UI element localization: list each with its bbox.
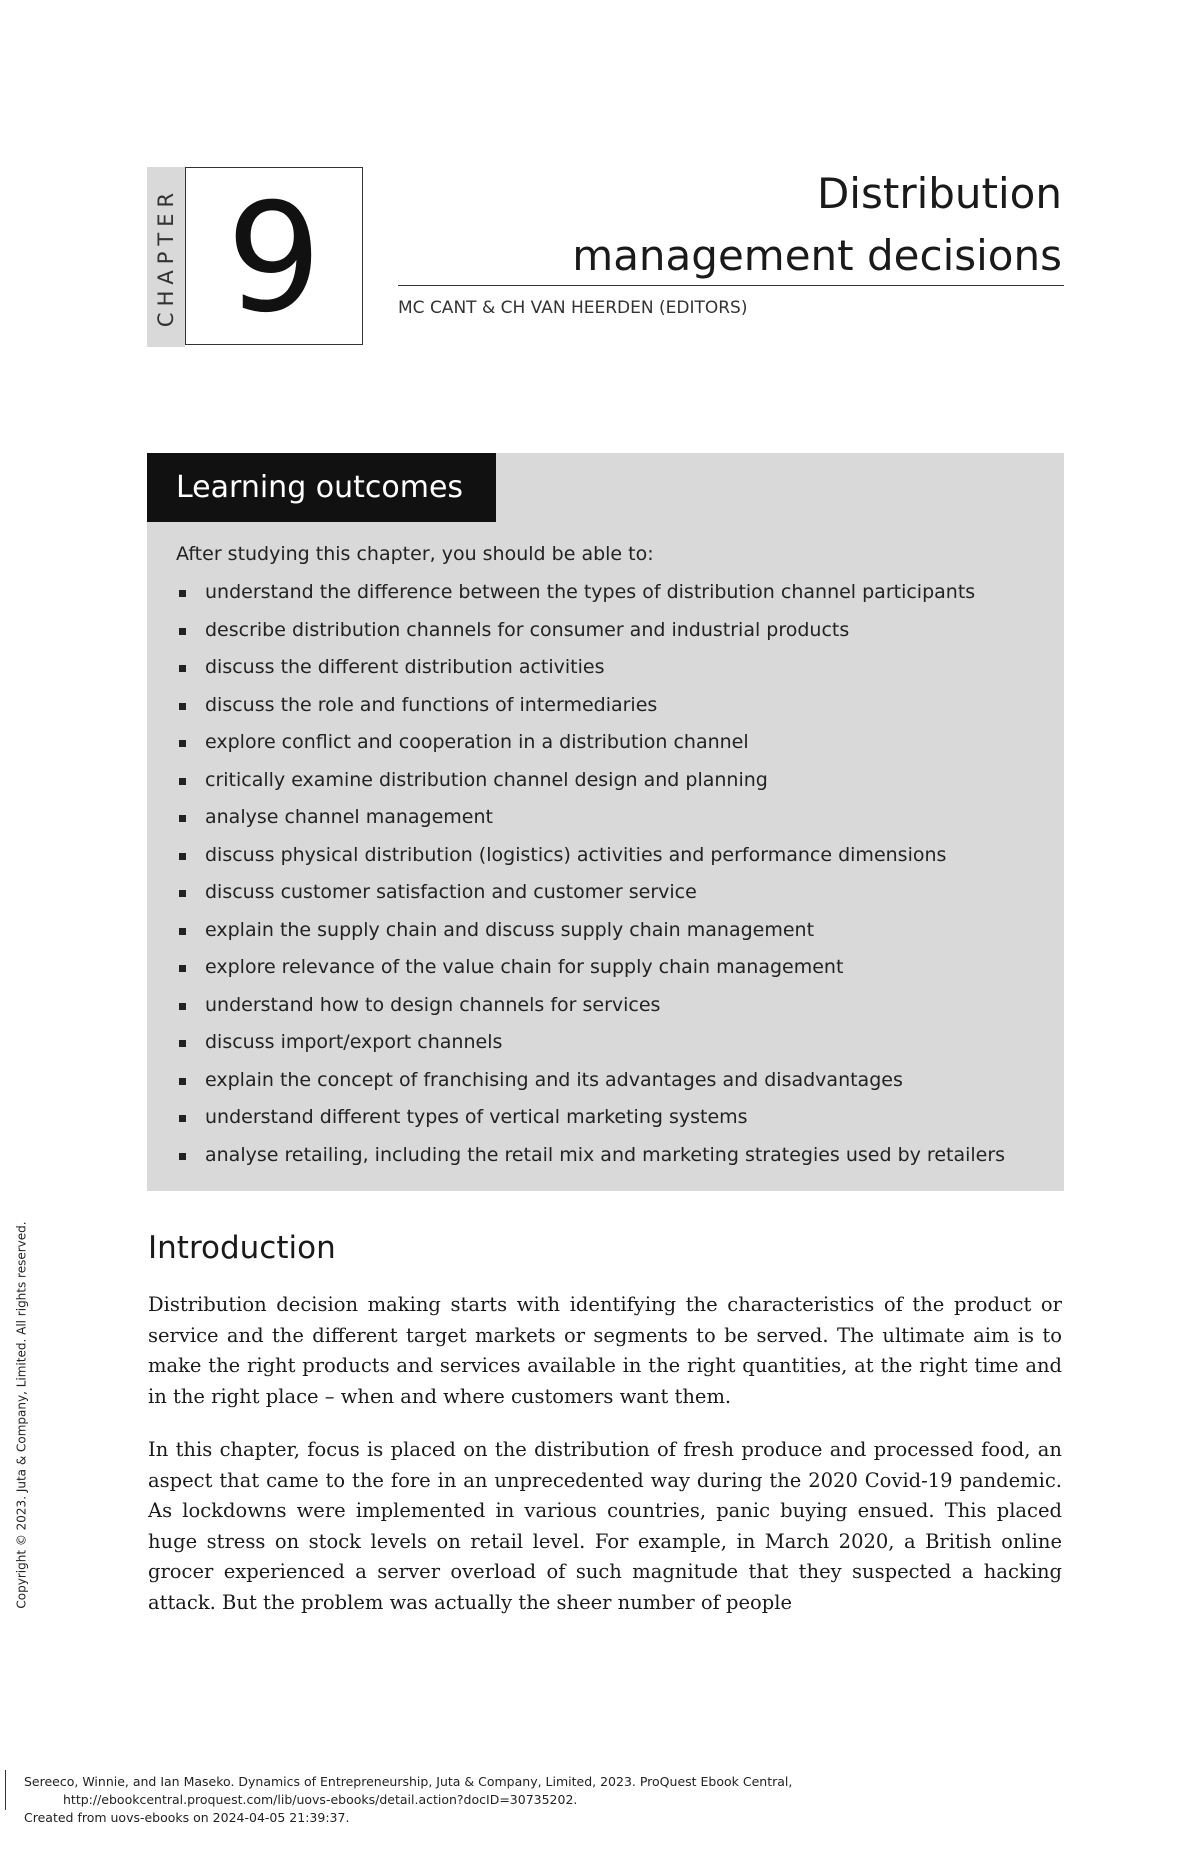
introduction-paragraph-1: Distribution decision making starts with identifying the characteristics of the product or service and the different target markets or segments to be served. The ultimate aim is to make the right products and services available in the right quantities, at the right time and in the right place – when and where customers want them. — [148, 1293, 1062, 1408]
learning-outcome-item: explore relevance of the value chain for supply chain management — [176, 949, 1046, 987]
learning-outcome-item: discuss the role and functions of intermediaries — [176, 687, 1046, 725]
introduction-paragraph-2: In this chapter, focus is placed on the distribution of fresh produce and processed food, an aspect that came to the fore in an unprecedented way during the 2020 Covid-19 pandemic. As lockdowns were implemented in various countries, panic buying ensued. This placed huge stress on stock levels on retail level. For example, in March 2020, a British online grocer experienced a server overload of such magnitude that they suspected a hacking attack. But the problem was actually the sheer number of people — [148, 1438, 1062, 1614]
chapter-title-line-1: Distribution — [816, 169, 1062, 218]
chapter-number-box — [185, 167, 363, 345]
learning-outcome-item: understand how to design channels for services — [176, 987, 1046, 1025]
learning-outcome-item: discuss the different distribution activities — [176, 649, 1046, 687]
learning-outcomes-list — [176, 574, 1046, 1174]
learning-outcome-item: discuss import/export channels — [176, 1024, 1046, 1062]
footer-created-line: Created from uovs-ebooks on 2024-04-05 21:39:37. — [24, 1810, 350, 1825]
chapter-title-line-2: management decisions — [572, 231, 1062, 280]
learning-outcome-item: explain the concept of franchising and its advantages and disadvantages — [176, 1062, 1046, 1100]
chapter-label-text: CHAPTER — [154, 186, 179, 328]
title-divider — [398, 285, 1064, 286]
footer-citation-line: Sereeco, Winnie, and Ian Maseko. Dynamics of Entrepreneurship, Juta & Company, Limited, 2023. ProQuest Ebook Central, — [24, 1774, 793, 1789]
learning-outcome-item: critically examine distribution channel design and planning — [176, 762, 1046, 800]
chapter-number: 9 — [226, 172, 322, 346]
side-copyright-text: Copyright © 2023. Juta & Company, Limited. All rights reserved. — [15, 1221, 29, 1609]
learning-outcome-item: understand different types of vertical marketing systems — [176, 1099, 1046, 1137]
learning-outcomes-heading: Learning outcomes — [147, 453, 496, 522]
learning-outcome-item: discuss customer satisfaction and customer service — [176, 874, 1046, 912]
footer-citation-url[interactable]: http://ebookcentral.proquest.com/lib/uovs-ebooks/detail.action?docID=30735202. — [63, 1792, 578, 1807]
learning-outcome-item: explain the supply chain and discuss supply chain management — [176, 912, 1046, 950]
chapter-title — [400, 163, 1062, 287]
learning-outcomes-intro: After studying this chapter, you should be able to: — [176, 543, 654, 565]
learning-outcome-item: explore conflict and cooperation in a distribution channel — [176, 724, 1046, 762]
learning-outcome-item: analyse retailing, including the retail mix and marketing strategies used by retailers — [176, 1137, 1046, 1175]
learning-outcome-item: discuss physical distribution (logistics) activities and performance dimensions — [176, 837, 1046, 875]
chapter-authors: MC CANT & CH VAN HEERDEN (EDITORS) — [398, 298, 748, 318]
introduction-heading: Introduction — [148, 1230, 336, 1266]
side-copyright — [10, 1200, 34, 1630]
learning-outcome-item: describe distribution channels for consumer and industrial products — [176, 612, 1046, 650]
learning-outcome-item: understand the difference between the types of distribution channel participants — [176, 574, 1046, 612]
learning-outcome-item: analyse channel management — [176, 799, 1046, 837]
chapter-label — [147, 167, 185, 347]
footer-marker — [5, 1770, 6, 1810]
